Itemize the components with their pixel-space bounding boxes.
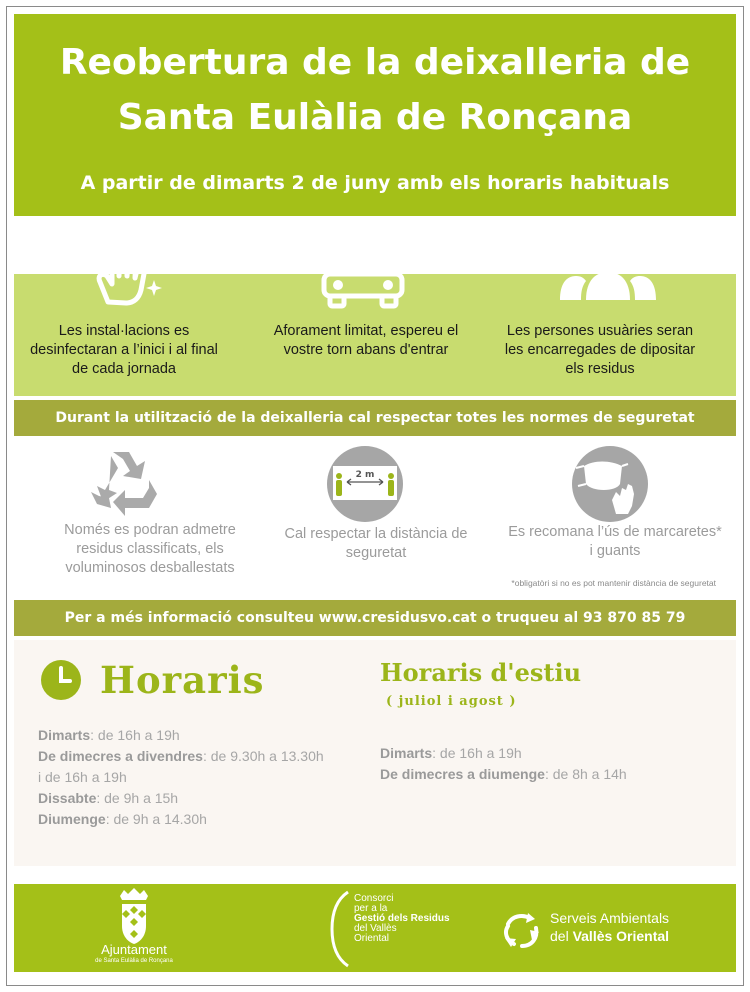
page-subtitle: A partir de dimarts 2 de juny amb els horaris habituals [80, 172, 670, 194]
group-of-people-icon [556, 238, 660, 310]
serveis-line1: Serveis Ambientals [550, 910, 670, 926]
distance-label: 2 m [355, 470, 375, 480]
schedule-row: De dimecres a diumenge: de 8h a 14h [380, 766, 627, 782]
rule-classified-waste-text: Només es podran admetre residus classificats, els voluminosos desballestats [64, 522, 236, 576]
hours-section [14, 640, 736, 866]
page-title-line1: Reobertura de la deixalleria de [59, 42, 691, 83]
schedule-row: Dimarts: de 16h a 19h [38, 727, 180, 743]
schedule-row: De dimecres a divendres: de 9.30h a 13.30h [38, 748, 324, 764]
info-banner: Per a més informació consulteu www.cresidusvo.cat o truqueu al 93 870 85 79 [14, 600, 736, 636]
summer-hours-title: Horaris d'estiu [380, 658, 582, 687]
summer-hours-subtitle: ( juliol i agost ) [386, 694, 517, 709]
schedule-row: Dimarts: de 16h a 19h [380, 745, 522, 761]
footer [14, 884, 736, 972]
schedule-row: Dissabte: de 9h a 15h [38, 790, 179, 806]
feature-capacity-text: Aforament limitat, espereu el vostre torn abans d'entrar [273, 323, 459, 358]
ajuntament-name: Ajuntament [101, 942, 167, 957]
schedule-row: Diumenge: de 9h a 14.30h [38, 811, 207, 827]
ajuntament-sub: de Santa Eulàlia de Ronçana [95, 958, 173, 964]
serveis-ambientals-logo-icon [502, 910, 542, 950]
recycle-icon [85, 446, 165, 516]
summer-schedule [380, 743, 627, 785]
sparkling-hand-icon [80, 240, 170, 310]
safety-banner: Durant la utilització de la deixalleria cal respectar totes les normes de seguretat [14, 400, 736, 436]
feature-disinfection-text: Les instal·lacions es desinfectaran a l’inici i al final de cada jornada [30, 323, 218, 377]
page-title-line2: Santa Eulàlia de Ronçana [117, 97, 633, 138]
footnote: *obligatòri si no es pot mantenir distància de seguretat [511, 578, 716, 588]
mask-and-gloves-icon [570, 444, 650, 524]
car-number-one-icon [318, 240, 408, 310]
consorci-bracket-icon [330, 890, 350, 968]
serveis-line2: del Vallès Oriental [550, 928, 670, 944]
clock-icon [40, 659, 82, 701]
consorci-logo-text: Consorci per a la Gestió dels Residus del Vallès Oriental [354, 893, 450, 944]
title-header [14, 14, 736, 216]
regular-schedule [38, 725, 324, 830]
schedule-row: i de 16h a 19h [38, 769, 127, 785]
ajuntament-crest-icon [114, 888, 154, 944]
distance-2m-icon [325, 444, 405, 524]
hours-title: Horaris [100, 658, 265, 702]
rule-distance-text: Cal respectar la distància de seguretat [284, 526, 468, 561]
rule-mask-text: Es recomana l’ús de marcaretes* i guants [508, 524, 722, 559]
feature-users-text: Les persones usuàries seran les encarregades de dipositar els residus [504, 323, 696, 377]
